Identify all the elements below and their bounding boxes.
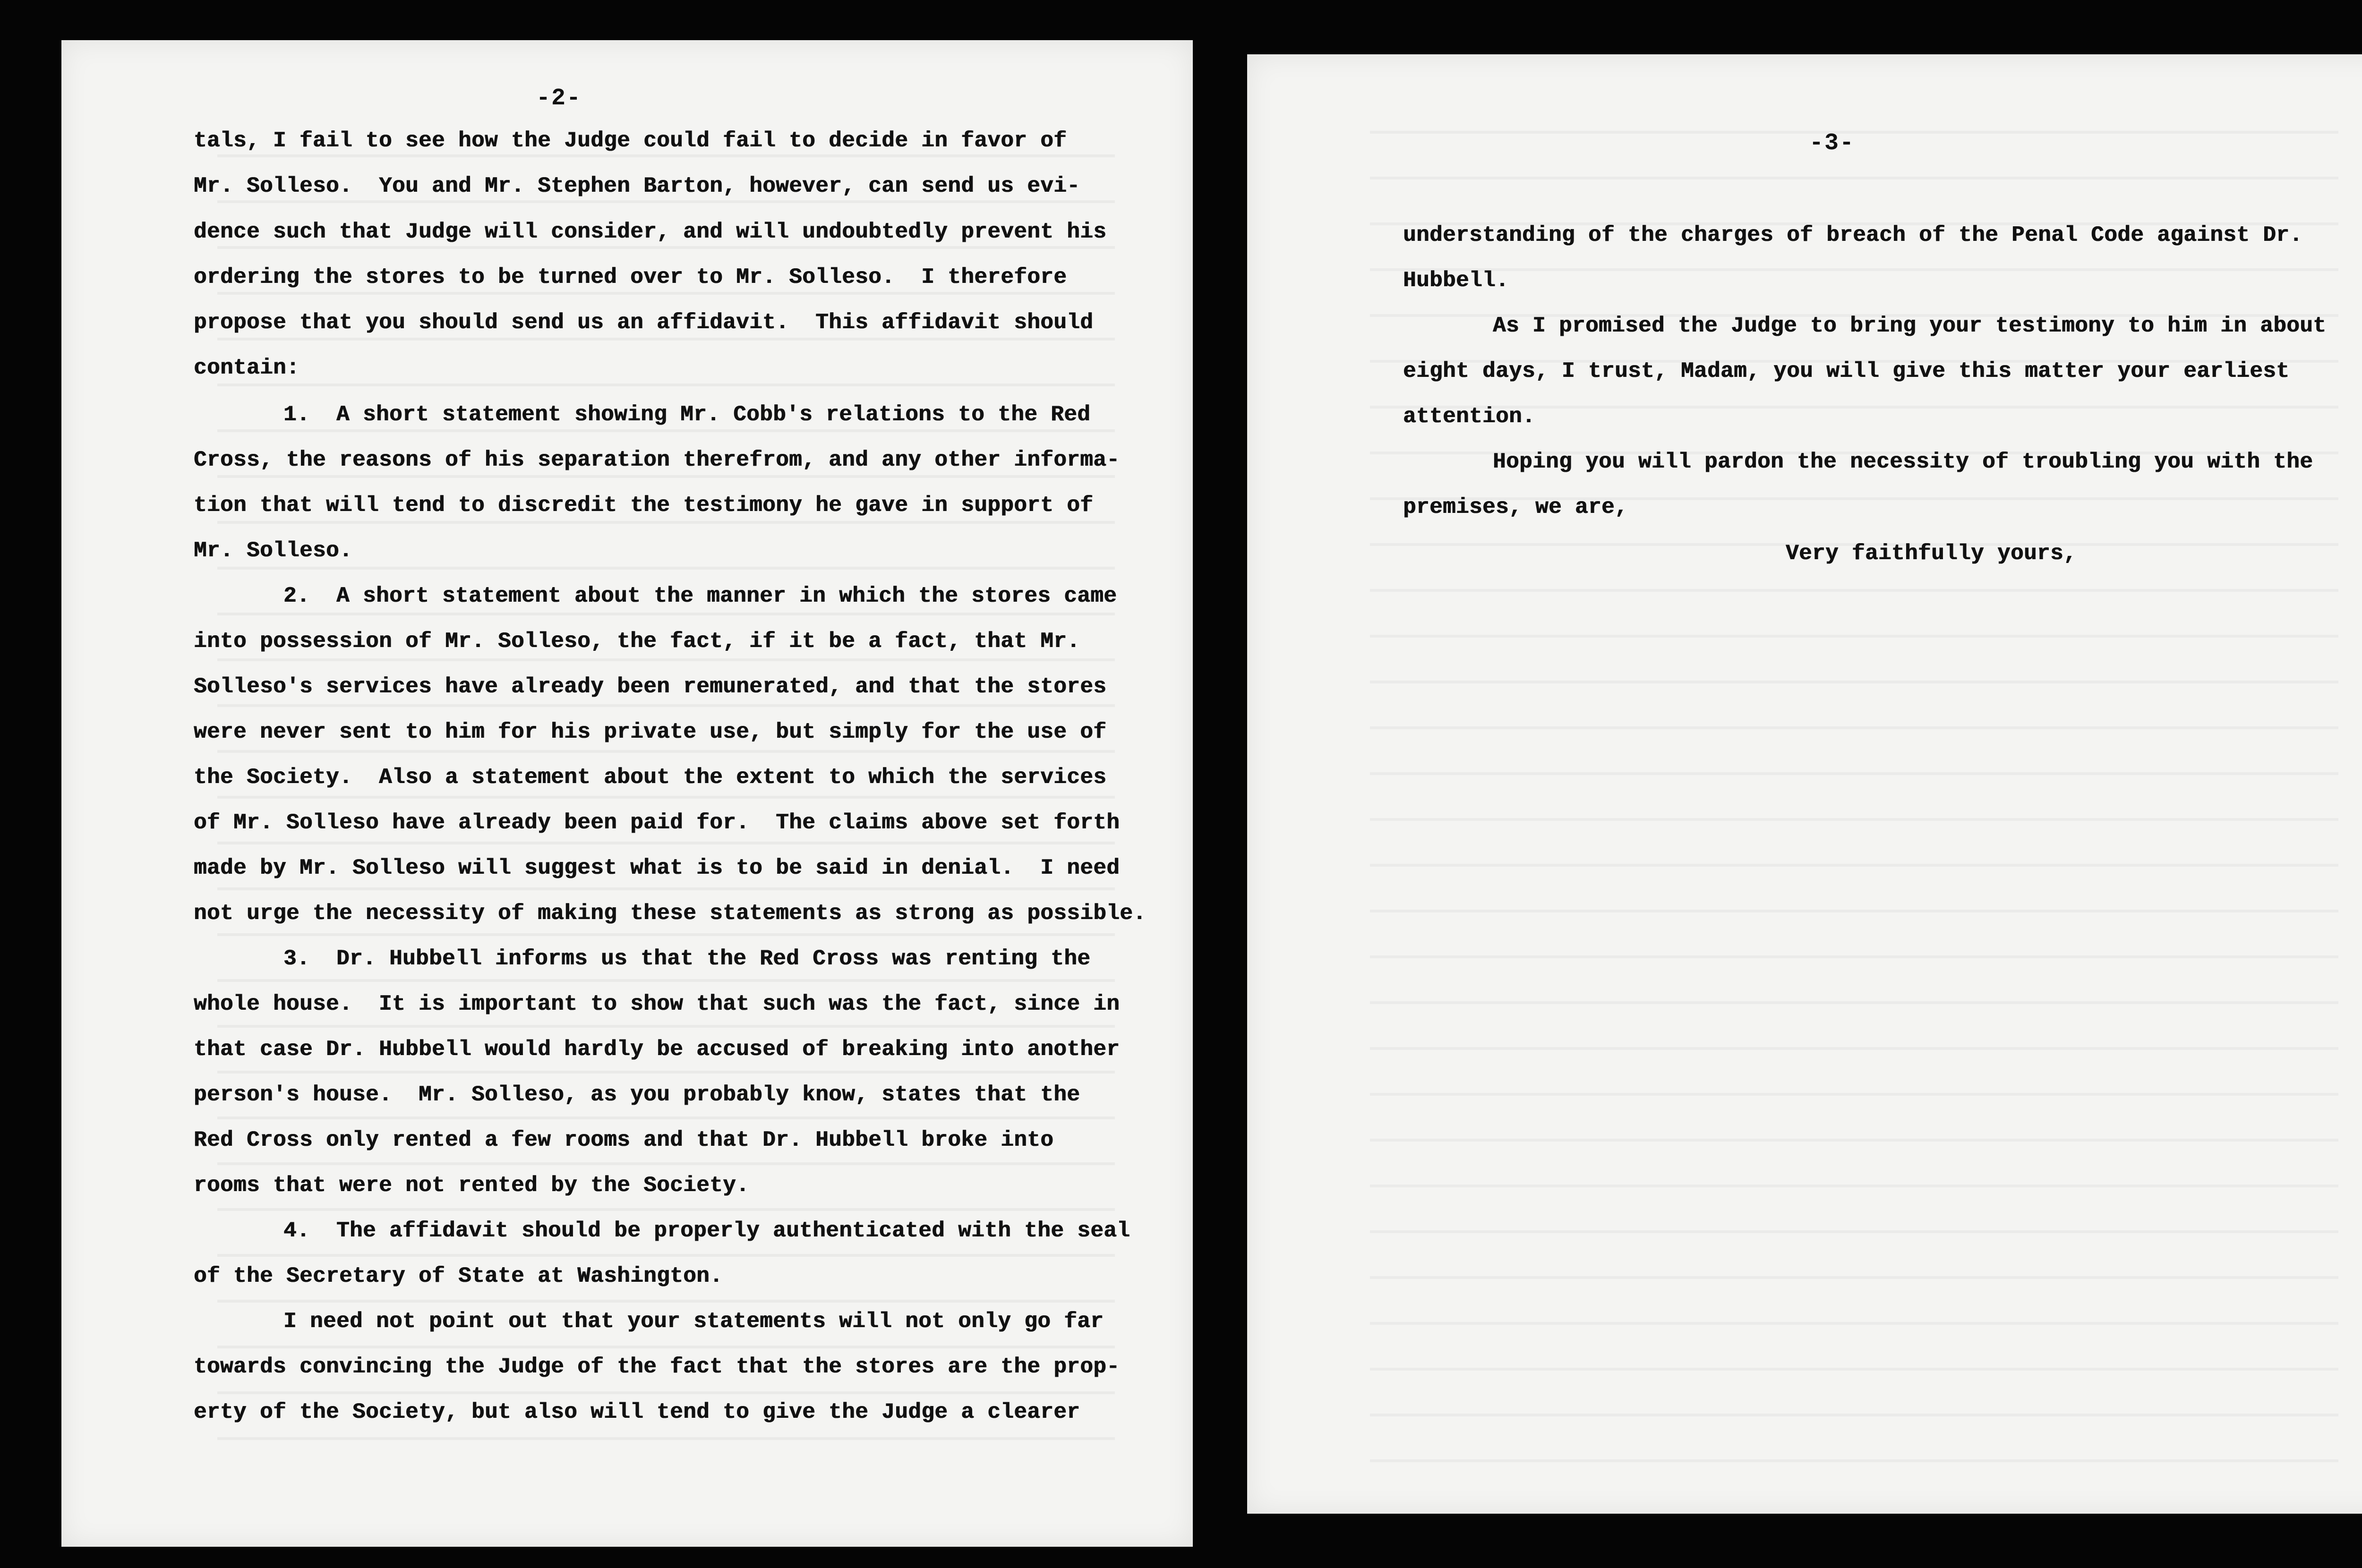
- text-line: were never sent to him for his private use, but simply for the use of: [194, 720, 1107, 744]
- text-line: made by Mr. Solleso will suggest what is to be said in denial. I need: [194, 856, 1120, 880]
- text-line: Hubbell.: [1403, 268, 1509, 293]
- text-line: towards convincing the Judge of the fact that the stores are the prop-: [194, 1355, 1120, 1379]
- text-line: contain:: [194, 356, 300, 380]
- page-number: -2-: [536, 85, 582, 112]
- text-line: whole house. It is important to show that such was the fact, since in: [194, 992, 1120, 1016]
- text-line: tion that will tend to discredit the testimony he gave in support of: [194, 493, 1094, 518]
- text-line: person's house. Mr. Solleso, as you probably know, states that the: [194, 1082, 1080, 1107]
- text-line: the Society. Also a statement about the extent to which the services: [194, 765, 1107, 790]
- text-line: eight days, I trust, Madam, you will give this matter your earliest: [1403, 359, 2290, 383]
- text-line: propose that you should send us an affidavit. This affidavit should: [194, 310, 1094, 335]
- text-line: Red Cross only rented a few rooms and that Dr. Hubbell broke into: [194, 1128, 1054, 1152]
- text-line: rooms that were not rented by the Society.: [194, 1173, 750, 1198]
- right-page: [1247, 54, 2362, 1514]
- text-line: Very faithfully yours,: [1786, 541, 2077, 566]
- text-line: not urge the necessity of making these statements as strong as possible.: [194, 901, 1147, 926]
- text-line: Cross, the reasons of his separation therefrom, and any other informa-: [194, 448, 1120, 472]
- text-line: of the Secretary of State at Washington.: [194, 1264, 723, 1288]
- text-line: 2. A short statement about the manner in which the stores came: [283, 584, 1117, 608]
- text-line: Hoping you will pardon the necessity of troubling you with the: [1493, 450, 2313, 474]
- bleed-through-texture: [1370, 102, 2338, 1471]
- text-line: tals, I fail to see how the Judge could fail to decide in favor of: [194, 128, 1067, 153]
- text-line: As I promised the Judge to bring your testimony to him in about: [1493, 314, 2327, 338]
- text-line: I need not point out that your statements will not only go far: [283, 1309, 1104, 1334]
- text-line: 3. Dr. Hubbell informs us that the Red Cross was renting the: [283, 946, 1091, 971]
- text-line: Mr. Solleso. You and Mr. Stephen Barton, however, can send us evi-: [194, 174, 1080, 198]
- text-line: ordering the stores to be turned over to Mr. Solleso. I therefore: [194, 265, 1067, 290]
- text-line: premises, we are,: [1403, 495, 1628, 520]
- text-line: of Mr. Solleso have already been paid for. The claims above set forth: [194, 810, 1120, 835]
- text-line: attention.: [1403, 404, 1536, 429]
- text-line: understanding of the charges of breach of the Penal Code against Dr.: [1403, 223, 2303, 247]
- text-line: erty of the Society, but also will tend to give the Judge a clearer: [194, 1400, 1080, 1424]
- text-line: dence such that Judge will consider, and will undoubtedly prevent his: [194, 220, 1107, 244]
- text-line: 1. A short statement showing Mr. Cobb's relations to the Red: [283, 402, 1091, 427]
- page-number: -3-: [1809, 130, 1855, 157]
- left-page: [61, 40, 1193, 1547]
- text-line: 4. The affidavit should be properly authenticated with the seal: [283, 1219, 1130, 1243]
- text-line: into possession of Mr. Solleso, the fact, if it be a fact, that Mr.: [194, 629, 1080, 654]
- text-line: Mr. Solleso.: [194, 538, 353, 563]
- text-line: that case Dr. Hubbell would hardly be accused of breaking into another: [194, 1037, 1120, 1062]
- text-line: Solleso's services have already been remunerated, and that the stores: [194, 674, 1107, 699]
